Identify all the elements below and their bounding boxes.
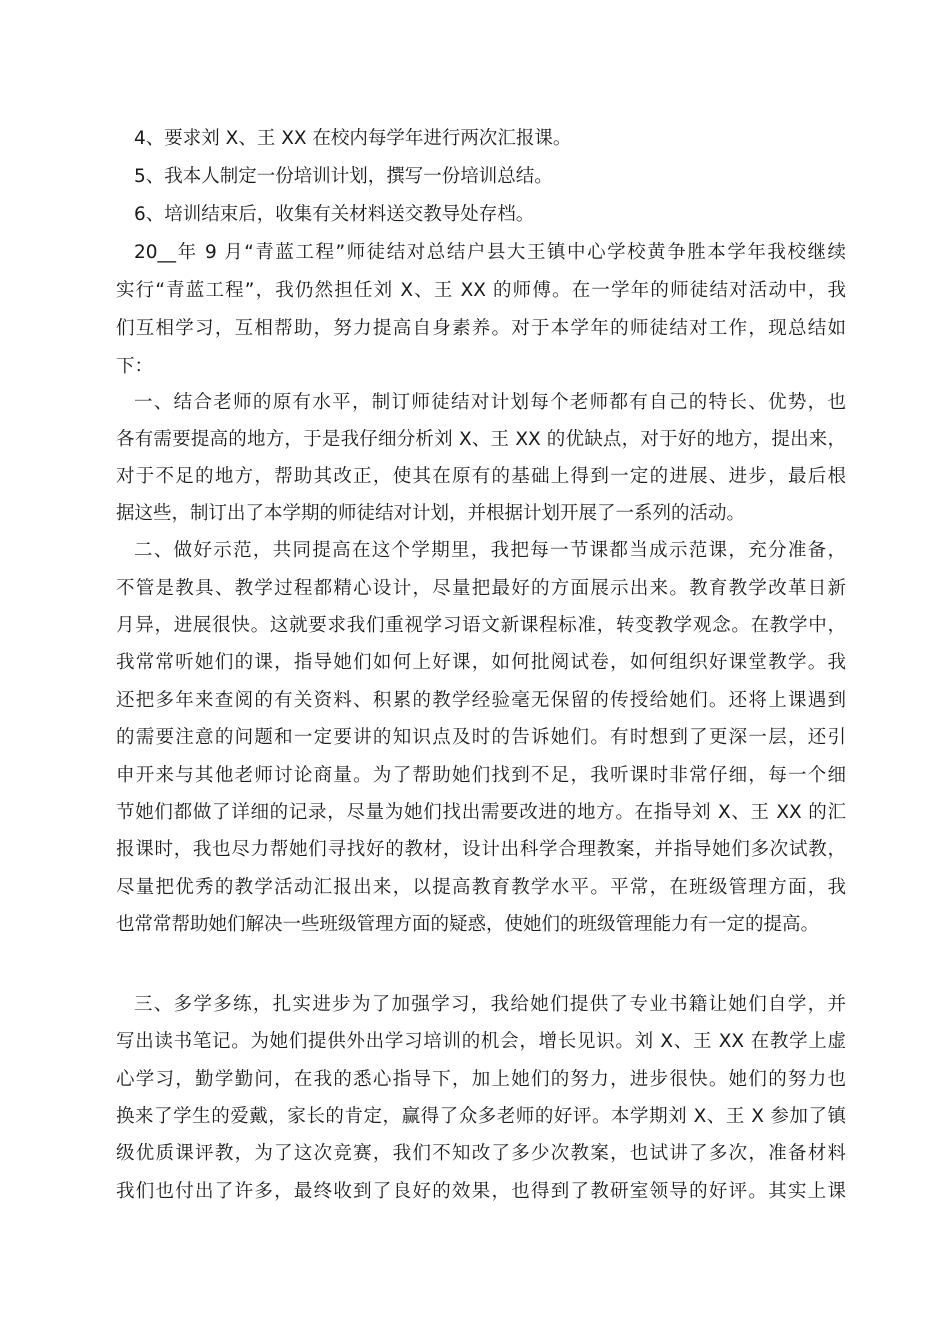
list-item: 5、我本人制定一份培训计划，撰写一份培训总结。: [134, 166, 553, 187]
paragraph-line: 节她们都做了详细的记录，尽量为她们找出需要改进的地方。在指导刘 X、王 XX 的汇: [116, 802, 846, 823]
paragraph-line: 对于不足的地方，帮助其改正，使其在原有的基础上得到一定的进展、进步，最后根: [116, 466, 846, 487]
paragraph-line: 三、多学多练，扎实进步为了加强学习，我给她们提供了专业书籍让她们自学，并: [134, 994, 846, 1015]
paragraph-line: 各有需要提高的地方，于是我仔细分析刘 X、王 XX 的优缺点，对于好的地方，提出来，: [116, 429, 846, 450]
paragraph-line: 尽量把优秀的教学活动汇报出来，以提高教育教学水平。平常，在班级管理方面，我: [116, 877, 846, 898]
paragraph-line: 据这些，制订出了本学期的师徒结对计划，并根据计划开展了一系列的活动。: [116, 503, 746, 524]
paragraph-line: 心学习，勤学勤问，在我的悉心指导下，加上她们的努力，进步很快。她们的努力也: [116, 1069, 846, 1090]
paragraph-line: 月异，进展很快。这就要求我们重视学习语文新课程标准，转变教学观念。在教学中，: [116, 615, 846, 636]
paragraph-line: 实行“青蓝工程”，我仍然担任刘 X、王 XX 的师傅。在一学年的师徒结对活动中，我: [116, 280, 846, 301]
list-item: 4、要求刘 X、王 XX 在校内每学年进行两次汇报课。: [134, 128, 572, 149]
paragraph-line: 也常常帮助她们解决一些班级管理方面的疑惑，使她们的班级管理能力有一定的提高。: [116, 914, 820, 935]
list-item: 6、培训结束后，收集有关材料送交教导处存档。: [134, 204, 535, 225]
paragraph-line: 我们也付出了许多，最终收到了良好的效果，也得到了教研室领导的好评。其实上课: [116, 1181, 846, 1202]
paragraph-line: 不管是教具、教学过程都精心设计，尽量把最好的方面展示出来。教育教学改革日新: [116, 578, 846, 599]
paragraph-line: 还把多年来查阅的有关资料、积累的教学经验毫无保留的传授给她们。还将上课遇到: [116, 690, 846, 711]
paragraph-line: 我常常听她们的课，指导她们如何上好课，如何批阅试卷，如何组织好课堂教学。我: [116, 652, 846, 673]
paragraph-line: 下：: [116, 356, 154, 377]
paragraph-line: 写出读书笔记。为她们提供外出学习培训的机会，增长见识。刘 X、王 XX 在教学上虚: [116, 1031, 846, 1052]
paragraph-line: 报课时，我也尽力帮她们寻找好的教材，设计出科学合理教案，并指导她们多次试教，: [116, 839, 846, 860]
paragraph-line: 20__年 9 月“青蓝工程”师徒结对总结户县大王镇中心学校黄争胜本学年我校继续: [134, 242, 846, 263]
paragraph-line: 一、结合老师的原有水平，制订师徒结对计划每个老师都有自己的特长、优势，也: [134, 392, 846, 413]
paragraph-line: 级优质课评教，为了这次竞赛，我们不知改了多少次教案，也试讲了多次，准备材料: [116, 1143, 846, 1164]
paragraph-line: 的需要注意的问题和一定要讲的知识点及时的告诉她们。有时想到了更深一层，还引: [116, 727, 846, 748]
paragraph-line: 申开来与其他老师讨论商量。为了帮助她们找到不足，我听课时非常仔细，每一个细: [116, 765, 846, 786]
paragraph-line: 换来了学生的爱戴，家长的肯定，赢得了众多老师的好评。本学期刘 X、王 X 参加了镇: [116, 1106, 846, 1127]
paragraph-line: 二、做好示范，共同提高在这个学期里，我把每一节课都当成示范课，充分准备，: [134, 540, 846, 561]
paragraph-line: 们互相学习，互相帮助，努力提高自身素养。对于本学年的师徒结对工作，现总结如: [116, 318, 846, 339]
